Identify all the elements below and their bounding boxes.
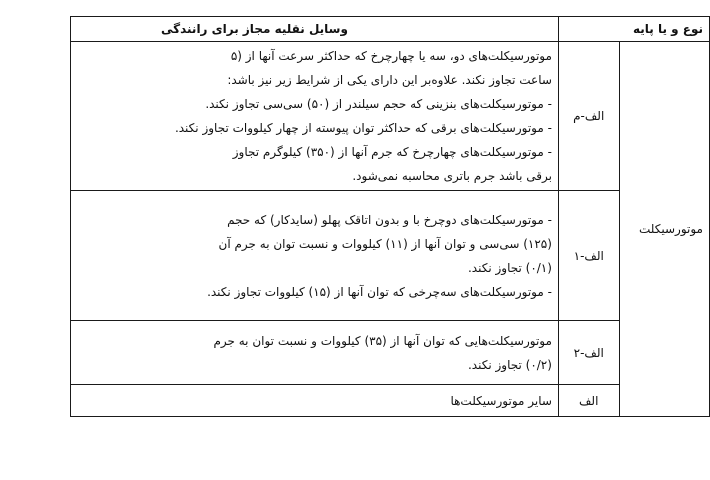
licence-class-table xyxy=(70,16,710,417)
text-line: برقی باشد جرم باتری محاسبه نمی‌شود. xyxy=(352,169,552,183)
text-line: - موتورسیکلت‌های برقی که حداکثر توان پیوسته از چهار کیلووات تجاوز نکند. xyxy=(174,121,552,135)
text-line: ساعت تجاوز نکند. علاوه‌بر این دارای یکی از شرایط زیر نیز باشد: xyxy=(227,73,552,87)
text-line: (۱۲۵) سی‌سی و توان آنها از (۱۱) کیلووات و نسبت توان به جرم آن xyxy=(218,236,552,251)
text-line: (۰/۲) تجاوز نکند. xyxy=(467,357,552,372)
table-row xyxy=(71,321,710,385)
table-row xyxy=(71,385,710,417)
header-vehicles: وسایل نقلیه مجاز برای رانندگی xyxy=(71,17,559,42)
text-line: سایر موتورسیکلت‌ها xyxy=(450,393,552,408)
vehicles-cell xyxy=(71,42,559,191)
text-line: موتورسیکلت‌های دو، سه یا چهارچرخ که حداکثر سرعت آنها از (۵ xyxy=(230,49,552,63)
vehicles-cell xyxy=(71,321,559,385)
table-row xyxy=(71,191,710,321)
grade-cell: الف-۲ xyxy=(558,321,619,385)
table-row xyxy=(71,42,710,191)
type-cell-motorcycle: موتورسیکلت xyxy=(619,42,710,417)
grade-cell: الف xyxy=(558,385,619,417)
grade-cell: الف-۱ xyxy=(558,191,619,321)
vehicles-cell xyxy=(71,385,559,417)
table-header-row xyxy=(71,17,710,42)
grade-cell: الف-م xyxy=(558,42,619,191)
text-line: (۰/۱) تجاوز نکند. xyxy=(467,260,552,275)
header-type: نوع و یا پایه xyxy=(558,17,709,42)
text-line: - موتورسیکلت‌های سه‌چرخی که توان آنها از (۱۵) کیلووات تجاوز نکند. xyxy=(207,284,552,299)
vehicles-cell xyxy=(71,191,559,321)
text-line: - موتورسیکلت‌های چهارچرخ که جرم آنها از (۳۵۰) کیلوگرم تجاوز xyxy=(232,145,552,159)
text-line: - موتورسیکلت‌های بنزینی که حجم سیلندر از (۵۰) سی‌سی تجاوز نکند. xyxy=(205,97,552,111)
text-line: - موتورسیکلت‌های دوچرخ با و بدون اتاقک پهلو (سایدکار) که حجم xyxy=(227,212,552,227)
text-line: موتورسیکلت‌هایی که توان آنها از (۳۵) کیلووات و نسبت توان به جرم xyxy=(213,333,552,348)
